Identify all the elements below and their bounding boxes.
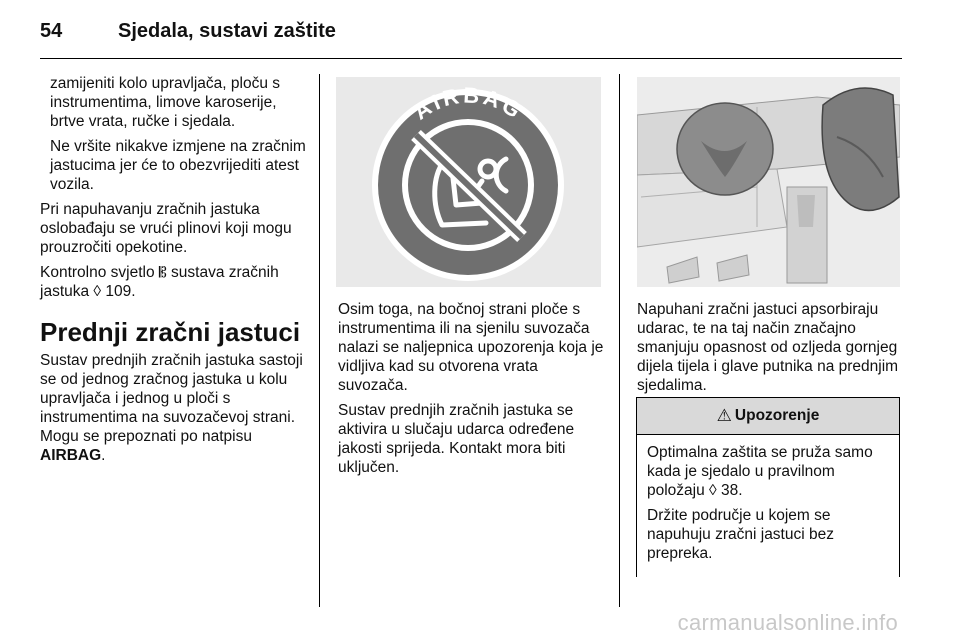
no-child-seat-icon xyxy=(336,77,601,287)
paragraph-warning-label: Osim toga, na bočnoj strani ploče s instrumentima ili na sjenilu suvozača nalazi se naljepnica upozorenja koja je vidljiva kad su otvorena vrata suvozača. xyxy=(338,301,604,394)
header-divider xyxy=(40,58,902,59)
page-reference-link[interactable]: 38. xyxy=(716,482,743,499)
warning-body xyxy=(636,435,900,577)
page-reference-icon: ◊ xyxy=(709,482,717,499)
page-number: 54 xyxy=(40,20,63,42)
warning-paragraph-2: Držite područje u kojem se napuhuju zračni jastuci bez prepreka. xyxy=(647,507,834,562)
paragraph-hot-gases: Pri napuhavanju zračnih jastuka oslobađaju se vrući plinovi koji mogu prouzročiti opekotine. xyxy=(40,201,292,256)
page-header xyxy=(40,18,902,48)
inflated-airbags-figure xyxy=(637,77,900,287)
paragraph-activation: Sustav prednjih zračnih jastuka se aktivira u slučaju udarca određene jakosti sprijeda. Kontakt mora biti uključen. xyxy=(338,402,575,476)
indented-paragraph-2: Ne vršite nikakve izmjene na zračnim jastucima jer će to obezvrijediti atest vozila. xyxy=(50,138,306,193)
warning-header xyxy=(636,397,900,435)
warning-box xyxy=(636,397,900,577)
page-reference-link[interactable]: 109. xyxy=(101,283,136,300)
column-divider-1 xyxy=(319,74,320,607)
page-reference-icon: ◊ xyxy=(93,283,102,300)
watermark: carmanualsonline.info xyxy=(677,610,898,635)
section-heading: Prednji zračni jastuci xyxy=(40,317,301,347)
airbag-warning-figure xyxy=(336,77,601,287)
airbag-label-text: AIRBAG xyxy=(40,447,102,464)
column-3 xyxy=(637,300,905,401)
paragraph-front-airbags: Sustav prednjih zračnih jastuka sastoji se od jednog zračnog jastuka u kolu upravljača i jednog u ploči s instrumentima na suvozačevoj strani. Mogu se prepoznati po natpisu AIRBAG. xyxy=(40,352,303,464)
indented-paragraph-1: zamijeniti kolo upravljača, ploču s instrumentima, limove karoserije, brtve vrata, ručke i sjedala. xyxy=(50,75,281,130)
paragraph-inflated-airbags: Napuhani zračni jastuci apsorbiraju udarac, te na taj način značajno smanjuju opasnost od ozljeda gornjeg dijela tijela i glave putnika na prednjim sjedalima. xyxy=(637,301,899,394)
warning-triangle-icon: ⚠ xyxy=(716,406,732,425)
column-1 xyxy=(40,74,310,471)
page-title: Sjedala, sustavi zaštite xyxy=(118,20,336,42)
warning-paragraph-1: Optimalna zaštita se pruža samo kada je sjedalo u pravilnom položaju ◊ 38. xyxy=(647,444,873,499)
warning-title: Upozorenje xyxy=(734,407,820,424)
column-divider-2 xyxy=(619,74,620,607)
airbag-arc-label: AIRBAG xyxy=(408,82,528,125)
airbag-warning-light-icon: 𝄡 xyxy=(158,264,167,280)
column-2 xyxy=(338,300,606,483)
dashboard-airbags-illustration xyxy=(637,77,900,287)
paragraph-control-light: Kontrolno svjetlo 𝄡 sustava zračnih jastuka ◊ 109. xyxy=(40,264,279,300)
